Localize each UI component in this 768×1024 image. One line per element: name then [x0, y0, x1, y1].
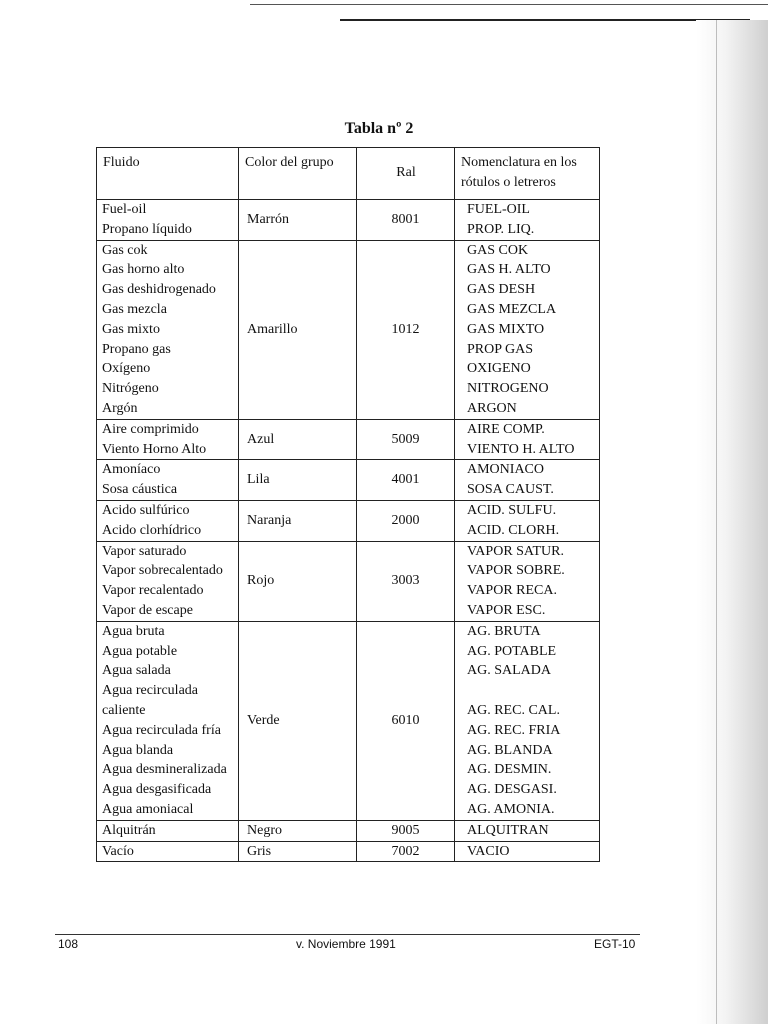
label-abbreviation: FUEL-OIL — [467, 202, 530, 217]
label-abbreviation: AG. DESGASI. — [467, 782, 557, 798]
label-abbreviation: AG. REC. FRIA — [467, 722, 561, 738]
fluid-name: Vapor sobrecalentado — [102, 563, 223, 579]
label-abbreviation: OXIGENO — [467, 361, 531, 377]
label-abbreviation: GAS MIXTO — [467, 321, 545, 337]
label-abbreviation: VACIO — [467, 843, 510, 859]
group-color: Negro — [247, 822, 282, 838]
label-cell — [455, 501, 599, 542]
label-abbreviation: ALQUITRAN — [467, 822, 549, 838]
label-abbreviation: AG. SALADA — [467, 663, 551, 679]
fluid-name: Acido sulfúrico — [102, 502, 190, 518]
label-cell — [455, 542, 599, 622]
ral-cell — [357, 501, 455, 542]
color-cell — [239, 542, 357, 622]
fluid-name: Vacío — [102, 843, 134, 859]
fluid-name: Agua salada — [102, 663, 171, 679]
group-color: Amarillo — [247, 321, 298, 337]
label-abbreviation: VAPOR SATUR. — [467, 543, 564, 559]
fluid-name: Vapor saturado — [102, 543, 187, 559]
fluid-name: Agua desmineralizada — [102, 762, 227, 778]
label-abbreviation: PROP GAS — [467, 341, 534, 357]
label-abbreviation: VAPOR ESC. — [467, 602, 546, 618]
ral-cell — [357, 622, 455, 821]
label-abbreviation: VIENTO H. ALTO — [467, 441, 575, 457]
color-cell — [239, 842, 357, 862]
ral-code: 4001 — [391, 472, 420, 488]
label-abbreviation: ACID. CLORH. — [467, 522, 560, 538]
fluid-cell — [97, 241, 239, 420]
label-abbreviation: SOSA CAUST. — [467, 482, 554, 498]
label-abbreviation: ARGON — [467, 400, 517, 416]
label-cell — [455, 842, 599, 862]
top-rule — [250, 4, 768, 5]
fluid-name: Gas mixto — [102, 321, 160, 337]
fluid-name: Nitrógeno — [102, 381, 159, 397]
label-abbreviation: GAS H. ALTO — [467, 262, 551, 278]
ral-code: 8001 — [391, 211, 420, 227]
color-cell — [239, 460, 357, 501]
group-color: Marrón — [247, 211, 289, 227]
ral-code: 2000 — [391, 512, 420, 528]
ral-code: 5009 — [391, 431, 420, 447]
ral-cell — [357, 460, 455, 501]
fluid-cell — [97, 501, 239, 542]
label-abbreviation: AG. REC. CAL. — [467, 702, 560, 718]
fluid-cell — [97, 842, 239, 862]
fluid-color-table — [96, 147, 600, 862]
header-fluido: Fluido — [97, 148, 239, 200]
ral-code: 6010 — [391, 712, 420, 728]
label-abbreviation: AIRE COMP. — [467, 421, 545, 437]
page-number: 108 — [58, 937, 79, 951]
fluid-name: Agua potable — [102, 643, 178, 659]
fluid-cell — [97, 821, 239, 842]
fluid-name: Viento Horno Alto — [102, 441, 207, 457]
group-color: Lila — [247, 472, 270, 488]
label-abbreviation — [467, 681, 599, 701]
fluid-name: Agua desgasificada — [102, 782, 212, 798]
fluid-name: Gas cok — [102, 242, 148, 258]
label-cell — [455, 241, 599, 420]
fluid-name: caliente — [102, 702, 146, 718]
document-code: EGT-10 — [594, 937, 636, 951]
fluid-cell — [97, 542, 239, 622]
label-abbreviation: VAPOR SOBRE. — [467, 563, 565, 579]
color-cell — [239, 241, 357, 420]
fluid-name: Agua amoniacal — [102, 801, 194, 817]
fluid-cell — [97, 420, 239, 461]
page-edge-shadow — [696, 20, 768, 1024]
label-abbreviation: ACID. SULFU. — [467, 502, 557, 518]
fluid-cell — [97, 200, 239, 241]
group-color: Naranja — [247, 512, 292, 528]
label-abbreviation: VAPOR RECA. — [467, 583, 557, 599]
fluid-name: Sosa cáustica — [102, 482, 178, 498]
color-cell — [239, 501, 357, 542]
fluid-cell — [97, 460, 239, 501]
ral-code: 9005 — [391, 822, 420, 838]
color-cell — [239, 622, 357, 821]
group-color: Rojo — [247, 573, 275, 589]
label-cell — [455, 821, 599, 842]
label-abbreviation: AMONIACO — [467, 462, 544, 478]
footer-rule — [55, 934, 640, 935]
fluid-name: Gas horno alto — [102, 262, 185, 278]
fluid-name: Agua blanda — [102, 742, 174, 758]
label-abbreviation: AG. BRUTA — [467, 623, 541, 639]
fluid-name: Aire comprimido — [102, 421, 199, 437]
group-color: Azul — [247, 431, 275, 447]
fluid-name: Fuel-oil — [102, 202, 147, 217]
label-abbreviation: GAS DESH — [467, 282, 536, 298]
fluid-name: Acido clorhídrico — [102, 522, 202, 538]
label-abbreviation: PROP. LIQ. — [467, 221, 535, 237]
header-nomenclatura — [455, 148, 599, 200]
fluid-name: Amoníaco — [102, 462, 161, 478]
ral-code: 3003 — [391, 573, 420, 589]
fluid-cell — [97, 622, 239, 821]
color-cell — [239, 821, 357, 842]
page-edge-line — [716, 20, 717, 1024]
label-cell — [455, 460, 599, 501]
label-abbreviation: AG. AMONIA. — [467, 801, 555, 817]
version-date: v. Noviembre 1991 — [296, 937, 396, 951]
label-abbreviation: GAS COK — [467, 242, 529, 258]
fluid-name: Agua recirculada — [102, 683, 198, 699]
label-cell — [455, 420, 599, 461]
color-cell — [239, 420, 357, 461]
label-cell — [455, 622, 599, 821]
fluid-name: Propano líquido — [102, 221, 192, 237]
ral-cell — [357, 842, 455, 862]
fluid-name: Vapor de escape — [102, 602, 193, 618]
fluid-name: Agua bruta — [102, 623, 165, 639]
label-abbreviation: NITROGENO — [467, 381, 549, 397]
top-rule-thick — [340, 19, 750, 21]
fluid-name: Propano gas — [102, 341, 171, 357]
ral-code: 1012 — [391, 321, 420, 337]
ral-cell — [357, 420, 455, 461]
table-title: Tabla nº 2 — [344, 120, 414, 137]
color-cell — [239, 200, 357, 241]
fluid-name: Vapor recalentado — [102, 583, 204, 599]
header-ral: Ral — [357, 148, 455, 200]
ral-code: 7002 — [391, 843, 420, 859]
group-color: Verde — [247, 712, 280, 728]
fluid-name: Argón — [102, 400, 138, 416]
fluid-name: Alquitrán — [102, 822, 156, 838]
fluid-name: Gas deshidrogenado — [102, 282, 216, 298]
label-abbreviation: AG. POTABLE — [467, 643, 557, 659]
label-abbreviation: GAS MEZCLA — [467, 301, 557, 317]
ral-cell — [357, 542, 455, 622]
fluid-name: Oxígeno — [102, 361, 151, 377]
label-abbreviation: AG. DESMIN. — [467, 762, 552, 778]
label-cell — [455, 200, 599, 241]
fluid-name: Agua recirculada fría — [102, 722, 221, 738]
header-nomenclatura-text: Nomenclatura en los rótulos o letreros — [461, 155, 577, 190]
ral-cell — [357, 200, 455, 241]
fluid-name: Gas mezcla — [102, 301, 167, 317]
ral-cell — [357, 821, 455, 842]
label-abbreviation: AG. BLANDA — [467, 742, 553, 758]
header-color: Color del grupo — [239, 148, 357, 200]
ral-cell — [357, 241, 455, 420]
group-color: Gris — [247, 843, 272, 859]
